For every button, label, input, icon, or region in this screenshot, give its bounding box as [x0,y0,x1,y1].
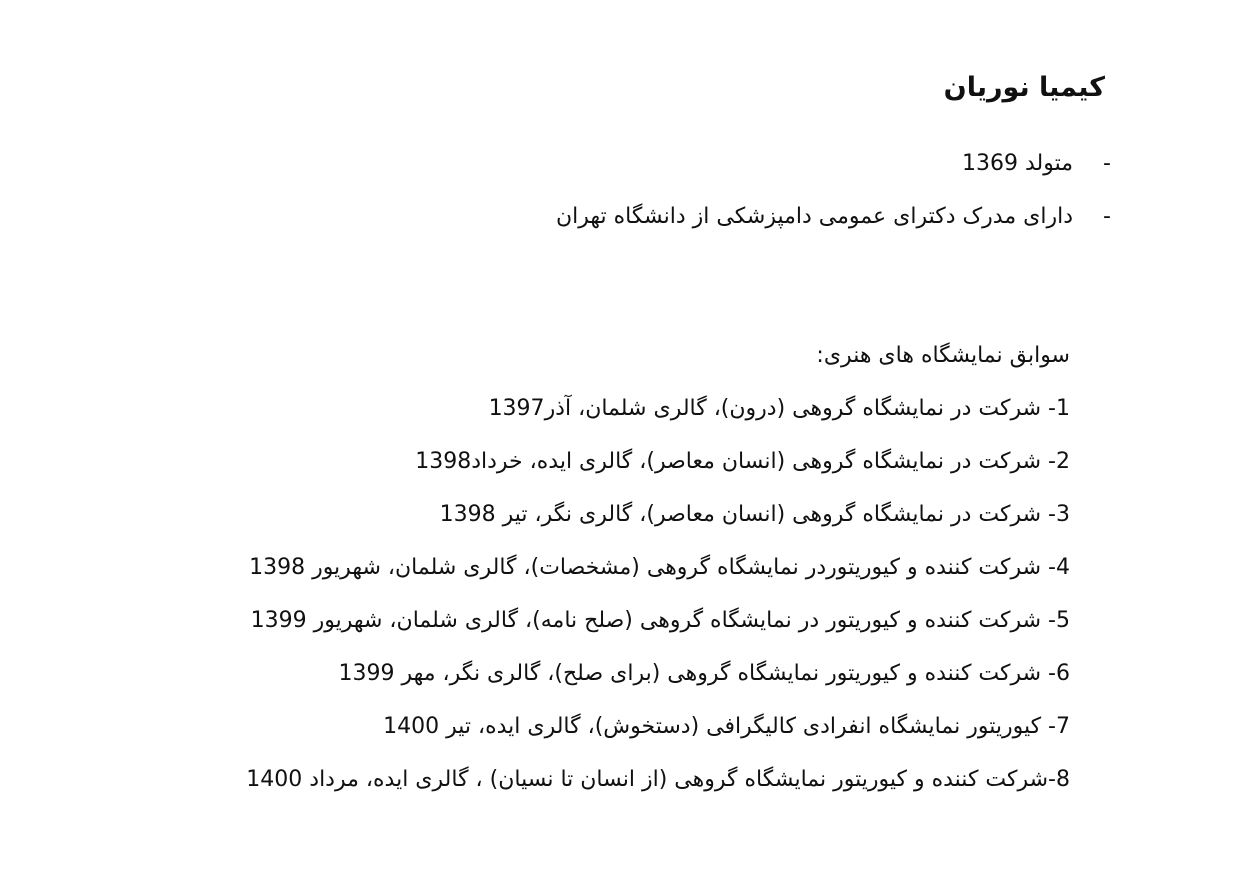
exhibition-item-5: 5- شرکت کننده و کیوریتور در نمایشگاه گروهی (صلح نامه)، گالری شلمان، شهریور 1399 [250,608,1070,633]
bullet-dash: - [1103,204,1111,229]
bio-text: دارای مدرک دکترای عمومی دامپزشکی از دانشگاه تهران [555,204,1073,229]
bio-item-degree [555,199,1111,235]
exhibition-item-2: 2- شرکت در نمایشگاه گروهی (انسان معاصر)، گالری ایده، خرداد1398 [415,449,1070,474]
person-name: کیمیا نوریان [943,72,1105,103]
bio-item-birth [961,146,1111,182]
exhibition-item-7: 7- کیوریتور نمایشگاه انفرادی کالیگرافی (دستخوش)، گالری ایده، تیر 1400 [383,714,1070,739]
bullet-dash: - [1103,151,1111,176]
exhibition-item-8: 8-شرکت کننده و کیوریتور نمایشگاه گروهی (از انسان تا نسیان) ، گالری ایده، مرداد 1400 [246,767,1070,792]
exhibition-item-3: 3- شرکت در نمایشگاه گروهی (انسان معاصر)، گالری نگر، تیر 1398 [439,502,1070,527]
exhibition-item-4: 4- شرکت کننده و کیوریتوردر نمایشگاه گروهی (مشخصات)، گالری شلمان، شهریور 1398 [249,555,1070,580]
exhibition-item-1: 1- شرکت در نمایشگاه گروهی (درون)، گالری شلمان، آذر1397 [488,396,1070,421]
exhibitions-title: سوابق نمایشگاه های هنری: [816,343,1070,368]
bio-text: متولد 1369 [961,151,1073,176]
exhibition-item-6: 6- شرکت کننده و کیوریتور نمایشگاه گروهی (برای صلح)، گالری نگر، مهر 1399 [338,661,1070,686]
